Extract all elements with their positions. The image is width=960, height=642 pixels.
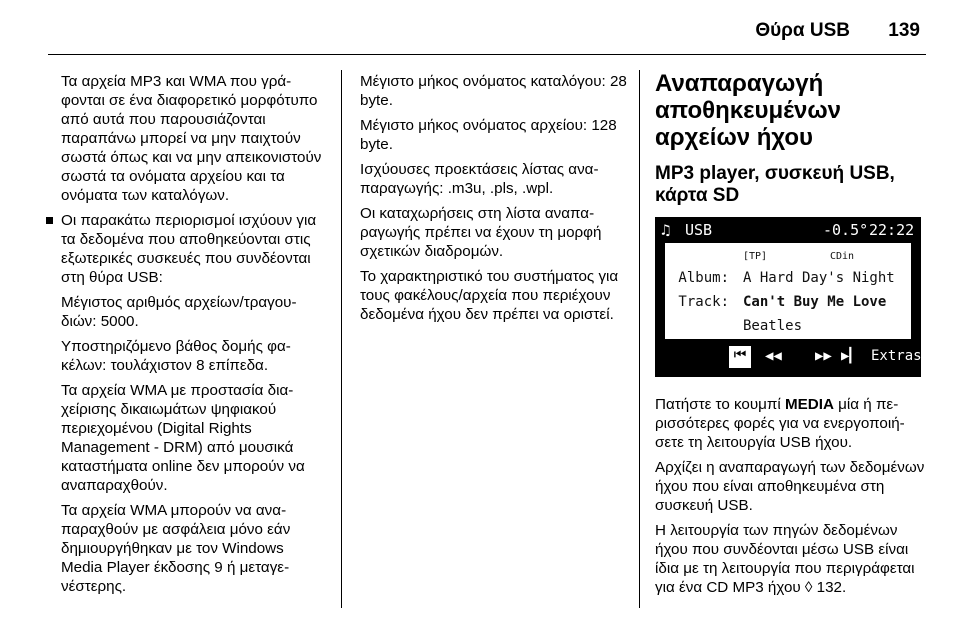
paragraph: Το χαρακτηριστικό του συστήματος για τους φακέλους/αρχεία που περιέχουν δεδομένα ήχου δεν πρέπει να οριστεί. [360, 268, 619, 323]
music-note-icon: ♫ [661, 221, 671, 239]
paragraph: Τα αρχεία MP3 και WMA που γράφονται σε ένα διαφορετικό μορφότυπο από αυτά που παρουσιάζονται παραπάνω μπορεί να μην παιχτούν σωστά όπως και να μην απεικονιστούν σωστά τα ονόματα αρχείου και τα ονόματα των καταλόγων. [61, 73, 322, 204]
bullet-text: Οι παρακάτω περιορισμοί ισχύουν για τα δεδομένα που αποθηκεύονται στις εξωτερικές συσκευές που συνδέονται στη θύρα USB: [61, 212, 317, 286]
paragraph: Τα αρχεία WMA μπορούν να αναπαραχθούν με ασφάλεια μόνο εάν δημιουργήθηκαν με τον Windows Media Player έκδοσης 9 ή μεταγενέστερης. [61, 502, 291, 595]
screen-cd-tag: CDin [830, 251, 855, 262]
bullet-item [61, 211, 326, 287]
prev-folder-button[interactable]: ⏮ [729, 346, 751, 368]
page-header [0, 0, 960, 52]
paragraph: Μέγιστο μήκος ονόματος αρχείου: 128 byte. [360, 117, 617, 153]
paragraph [655, 395, 925, 452]
extras-button[interactable]: Extras [871, 348, 922, 364]
infotainment-screen [655, 217, 921, 377]
paragraph: Αρχίζει η αναπαραγωγή των δεδομένων ήχου που είναι αποθηκευμένα στη συσκευή USB. [655, 459, 925, 514]
screen-time: 22:22 [869, 221, 915, 239]
page-reference[interactable]: 132. [812, 579, 847, 596]
paragraph: Τα αρχεία WMA με προστασία διαχείρισης δικαιωμάτων ψηφιακού περιεχομένου (Digital Rights Management - DRM) από μουσικά καταστήματα online δεν μπορούν να αναπαραχθούν. [61, 382, 305, 494]
text-run: Η λειτουργία των πηγών δεδομένων ήχου που συνδέονται μέσω USB είναι ίδια με τη λειτουργία που περιγράφεται για ένα CD MP3 ήχου [655, 522, 915, 596]
album-label: Album: [678, 270, 729, 286]
page-number: 139 [888, 20, 920, 41]
rewind-button[interactable]: ◀◀ [765, 348, 782, 364]
column-3 [655, 70, 925, 603]
column-1 [61, 72, 326, 602]
text-run: Πατήστε το κουμπί [655, 396, 785, 413]
forward-button[interactable]: ▶▶ [815, 348, 832, 364]
paragraph [655, 521, 925, 597]
paragraph: Οι καταχωρήσεις στη λίστα αναπαραγωγής πρέπει να έχουν τη μορφή σχετικών διαδρομών. [360, 205, 602, 260]
paragraph: Μέγιστος αριθμός αρχείων/τραγουδιών: 5000. [61, 294, 297, 330]
paragraph: Ισχύουσες προεκτάσεις λίστας αναπαραγωγής: .m3u, .pls, .wpl. [360, 161, 599, 197]
artist-value: Beatles [743, 318, 803, 334]
track-value: Can't Buy Me Love [743, 294, 887, 310]
next-track-button[interactable]: ▶▎ [841, 348, 858, 364]
media-keyword: MEDIA [785, 396, 834, 413]
header-rule [48, 54, 926, 55]
screen-db: -0.5° [823, 221, 869, 239]
reference-arrow-icon: ◊ [804, 579, 813, 596]
screen-source: USB [685, 221, 713, 239]
text-run: μία ή περισσότερες φορές για να ενεργοποιήσετε τη λειτουργία USB ήχου. [655, 396, 905, 451]
screen-controls [655, 341, 921, 377]
track-label: Track: [678, 294, 729, 310]
column-divider-1 [341, 70, 342, 608]
column-2 [360, 72, 630, 330]
section-subheading: MP3 player, συσκευή USB, κάρτα SD [655, 163, 895, 206]
section-heading: Αναπαραγωγή αποθηκευμένων αρχείων ήχου [655, 70, 841, 151]
screen-tp-tag: [TP] [743, 251, 768, 262]
page-title: Θύρα USB [755, 20, 850, 41]
screen-content [665, 243, 911, 339]
paragraph: Μέγιστο μήκος ονόματος καταλόγου: 28 byte. [360, 73, 627, 109]
column-divider-2 [639, 70, 640, 608]
album-value: A Hard Day's Night [743, 270, 895, 286]
bullet-icon [46, 217, 53, 224]
paragraph: Υποστηριζόμενο βάθος δομής φακέλων: τουλάχιστον 8 επίπεδα. [61, 338, 291, 374]
